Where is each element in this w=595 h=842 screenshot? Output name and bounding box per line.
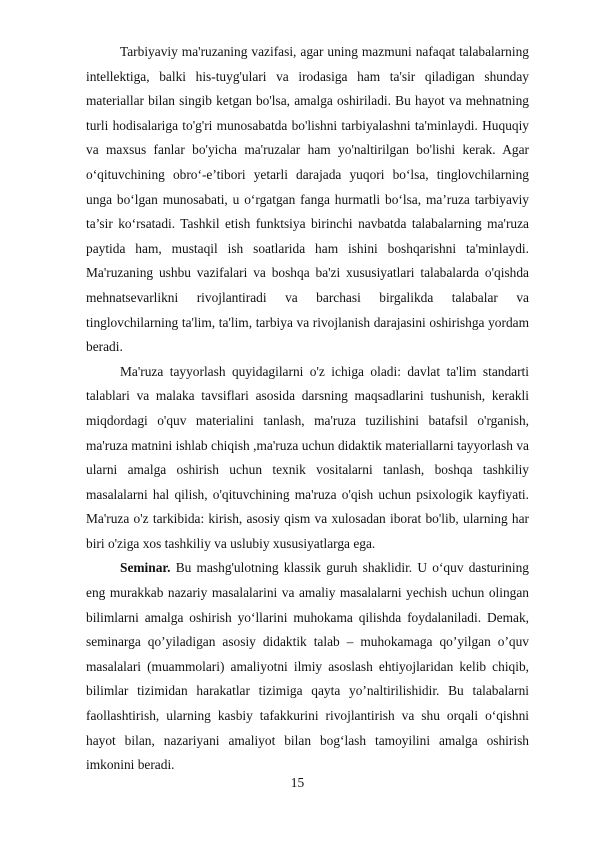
seminar-term: Seminar. [120, 560, 171, 576]
paragraph-educational-lecture: Tarbiyaviy ma'ruzaning vazifasi, agar uning mazmuni nafaqat talabalarning intellektiga, balki his-tuyg'ulari va irodasiga ham ta'sir qiladigan shunday materiallar bilan singib ketgan bo'lsa, amalga oshiriladi. Bu hayot va mehnatning turli hodisalariga to'g'ri munosabatda bo'lishni tarbiyalashni ta'minlaydi. Huquqiy va maxsus fanlar bo'yicha ma'ruzalar ham yo'naltirilgan bo'lishi kerak. Agar o‘qituvchining obro‘-e’tibori yetarli darajada yuqori bo‘lsa, tinglovchilarning unga bo‘lgan munosabati, u o‘rgatgan fanga hurmatli bo‘lsa, ma’ruza tarbiyaviy ta’sir ko‘rsatadi. Tashkil etish funktsiya birinchi navbatda talabalarning ma'ruza paytida ham, mustaqil ish soatlarida ham ishini boshqarishni ta'minlaydi. Ma'ruzaning ushbu vazifalari va boshqa ba'zi xususiyatlari talabalarda o'qishda mehnatsevarlikni rivojlantiradi va barchasi birgalikda talabalar va tinglovchilarning ta'lim, ta'lim, tarbiya va rivojlanish darajasini oshirishga yordam beradi. [86, 44, 529, 355]
paragraph-lecture-preparation: Ma'ruza tayyorlash quyidagilarni o'z ichiga oladi: davlat ta'lim standarti talablari va malaka tavsiflari asosida darsning maqsadlarini tushunish, kerakli miqdordagi o'quv materialini tanlash, ma'ruza tuzilishini batafsil o'rganish, ma'ruza matnini ishlab chiqish ,ma'ruza uchun didaktik materiallarni tayyorlash va ularni amalga oshirish uchun texnik vositalarni tanlash, boshqa tashkiliy masalalarni hal qilish, o'qituvchining ma'ruza o'qish uchun psixologik kayfiyati. Ma'ruza o'z tarkibida: kirish, asosiy qism va xulosadan iborat bo'lib, ularning har biri o'ziga xos tashkiliy va uslubiy xususiyatlarga ega. [86, 363, 529, 551]
paragraph-seminar [86, 556, 529, 777]
document-body [86, 40, 529, 778]
seminar-text: Bu mashg'ulotning klassik guruh shaklidir. U o‘quv dasturining eng murakkab nazariy masalalarini va amaliy masalalarni yechish uchun olingan bilimlarni amalga oshirish yo‘llarini muhokama qilishda foydalaniladi. Demak, seminarga qo’yiladigan asosiy didaktik talab – muhokamaga qo’yilgan o’quv masalalari (muammolari) amaliyotni ilmiy asoslash ehtiyojlaridan kelib chiqib, bilimlar tizimidan harakatlar tizimiga qayta yo’naltirilishidir. Bu talabalarni faollashtirish, ularning kasbiy tafakkurini rivojlantirish va shu orqali o‘qishni hayot bilan, nazariyani amaliyot bilan bog‘lash tamoyilini amalga oshirish imkonini beradi. [86, 560, 529, 773]
page-number: 15 [290, 775, 305, 790]
